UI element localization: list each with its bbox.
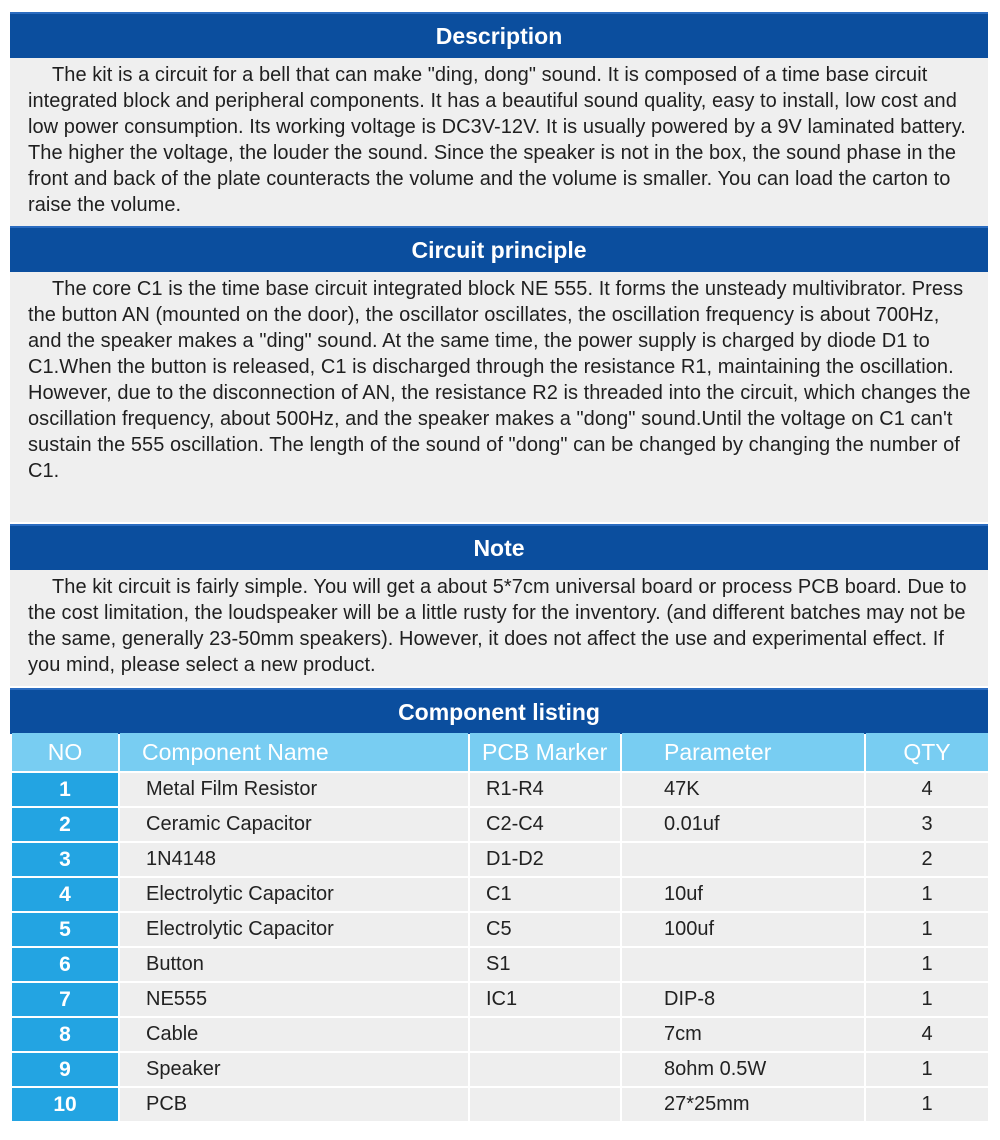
row-parameter: 47K [622, 773, 864, 808]
row-no: 7 [12, 983, 118, 1018]
row-parameter [622, 948, 864, 983]
row-no: 5 [12, 913, 118, 948]
row-pcb-marker: S1 [470, 948, 620, 983]
table-row [12, 1088, 988, 1123]
row-pcb-marker [470, 1053, 620, 1088]
row-parameter: 7cm [622, 1018, 864, 1053]
header-component-name: Component Name [120, 733, 468, 773]
row-parameter: 100uf [622, 913, 864, 948]
row-qty: 1 [866, 1053, 988, 1088]
table-row [12, 1018, 988, 1053]
row-component-name: 1N4148 [120, 843, 468, 878]
table-row [12, 843, 988, 878]
row-qty: 1 [866, 878, 988, 913]
note-body: The kit circuit is fairly simple. You will get a about 5*7cm universal board or process PCB board. Due to the cost limitation, the loudspeaker will be a little rusty for the inventory. (and different batches may not be the same, generally 23-50mm speakers). However, it does not affect the use and experimental effect. If you mind, please select a new product. [10, 570, 988, 686]
row-pcb-marker: D1-D2 [470, 843, 620, 878]
row-qty: 1 [866, 913, 988, 948]
description-header [10, 12, 988, 58]
row-no: 4 [12, 878, 118, 913]
row-parameter: 27*25mm [622, 1088, 864, 1123]
circuit-principle-header [10, 226, 988, 272]
table-row [12, 808, 988, 843]
row-no: 6 [12, 948, 118, 983]
row-component-name: Electrolytic Capacitor [120, 913, 468, 948]
row-pcb-marker: C1 [470, 878, 620, 913]
description-title: Description [435, 22, 563, 49]
row-qty: 1 [866, 948, 988, 983]
row-qty: 2 [866, 843, 988, 878]
row-parameter: DIP-8 [622, 983, 864, 1018]
row-parameter: 8ohm 0.5W [622, 1053, 864, 1088]
note-header [10, 524, 988, 570]
row-pcb-marker: C5 [470, 913, 620, 948]
header-parameter: Parameter [622, 733, 864, 773]
row-qty: 1 [866, 983, 988, 1018]
row-pcb-marker: C2-C4 [470, 808, 620, 843]
row-no: 8 [12, 1018, 118, 1053]
row-pcb-marker [470, 1018, 620, 1053]
row-qty: 4 [866, 1018, 988, 1053]
description-body: The kit is a circuit for a bell that can make "ding, dong" sound. It is composed of a time base circuit integrated block and peripheral components. It has a beautiful sound quality, easy to install, low cost and low power consumption. Its working voltage is DC3V-12V. It is usually powered by a 9V laminated battery. The higher the voltage, the louder the sound. Since the speaker is not in the box, the sound phase in the front and back of the plate counteracts the volume and the volume is smaller. You can load the carton to raise the volume. [10, 58, 988, 226]
table-row [12, 913, 988, 948]
note-title: Note [473, 534, 525, 561]
table-row [12, 773, 988, 808]
row-no: 9 [12, 1053, 118, 1088]
row-pcb-marker [470, 1088, 620, 1123]
row-qty: 1 [866, 1088, 988, 1123]
row-no: 2 [12, 808, 118, 843]
header-no: NO [12, 733, 118, 773]
table-header-row [12, 733, 988, 773]
row-pcb-marker: IC1 [470, 983, 620, 1018]
component-table [10, 733, 990, 1123]
table-row [12, 948, 988, 983]
circuit-principle-body: The core C1 is the time base circuit integrated block NE 555. It forms the unsteady multivibrator. Press the button AN (mounted on the door), the oscillator oscillates, the oscillation frequency is about 700Hz, and the speaker makes a "ding" sound. At the same time, the power supply is charged by diode D1 to C1.When the button is released, C1 is discharged through the resistance R1, maintaining the oscillation. However, due to the disconnection of AN, the resistance R2 is threaded into the circuit, which changes the oscillation frequency, about 500Hz, and the speaker makes a "dong" sound.Until the voltage on C1 can't sustain the 555 oscillation. The length of the sound of "dong" can be changed by changing the number of C1. [10, 272, 988, 522]
row-component-name: Metal Film Resistor [120, 773, 468, 808]
row-no: 1 [12, 773, 118, 808]
row-pcb-marker: R1-R4 [470, 773, 620, 808]
row-no: 3 [12, 843, 118, 878]
row-parameter [622, 843, 864, 878]
row-component-name: Electrolytic Capacitor [120, 878, 468, 913]
row-no: 10 [12, 1088, 118, 1123]
row-component-name: Speaker [120, 1053, 468, 1088]
table-row [12, 1053, 988, 1088]
row-qty: 4 [866, 773, 988, 808]
header-pcb-marker: PCB Marker [470, 733, 620, 773]
row-parameter: 0.01uf [622, 808, 864, 843]
row-component-name: PCB [120, 1088, 468, 1123]
component-listing-header [10, 688, 988, 734]
row-component-name: Button [120, 948, 468, 983]
row-component-name: Cable [120, 1018, 468, 1053]
table-row [12, 983, 988, 1018]
row-component-name: NE555 [120, 983, 468, 1018]
header-qty: QTY [866, 733, 988, 773]
table-row [12, 878, 988, 913]
row-component-name: Ceramic Capacitor [120, 808, 468, 843]
circuit-principle-title: Circuit principle [411, 236, 587, 263]
component-listing-title: Component listing [398, 698, 600, 725]
row-qty: 3 [866, 808, 988, 843]
row-parameter: 10uf [622, 878, 864, 913]
